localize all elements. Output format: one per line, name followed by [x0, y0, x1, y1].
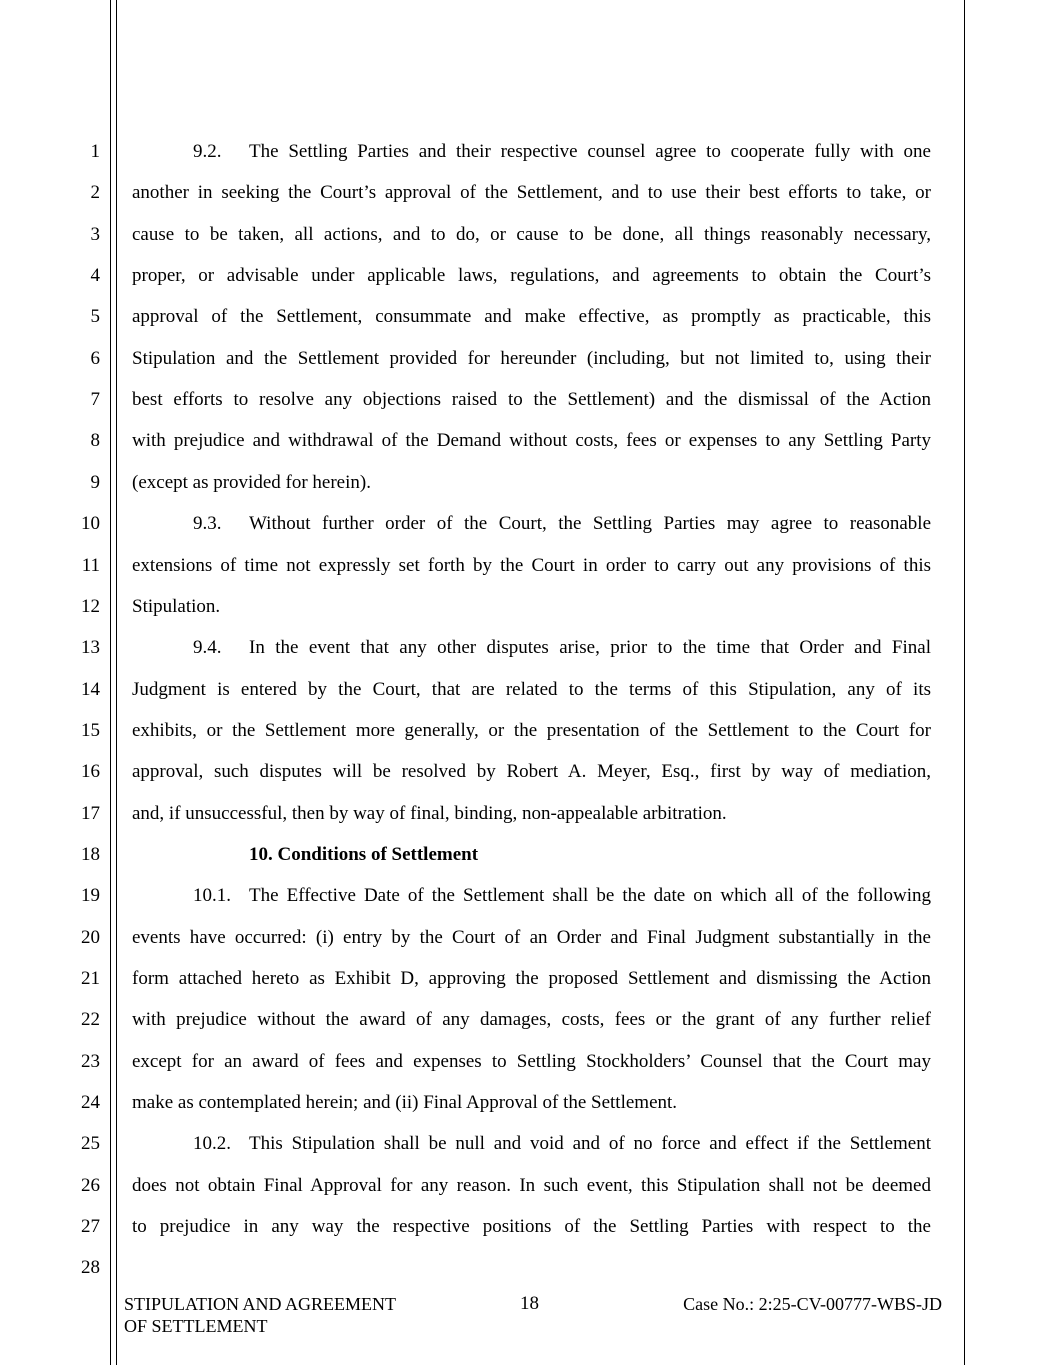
line-number: 3: [90, 223, 100, 245]
line-text: The Effective Date of the Settlement shall be the date on which all of the following: [249, 885, 931, 907]
line-text: form attached hereto as Exhibit D, approving the proposed Settlement and dismissing the Action: [132, 968, 931, 989]
line-text: with prejudice without the award of any damages, costs, fees or the grant of any further relief: [132, 1009, 931, 1031]
text-line: [132, 181, 931, 205]
text-line: [132, 636, 931, 660]
line-text: does not obtain Final Approval for any reason. In such event, this Stipulation shall not be deemed: [132, 1174, 931, 1196]
text-line: [132, 305, 931, 329]
line-text: exhibits, or the Settlement more generally, or the presentation of the Settlement to the Court for: [132, 719, 931, 741]
line-text: approval, such disputes will be resolved by Robert A. Meyer, Esq., first by way of mediation,: [132, 761, 931, 783]
text-line: [132, 554, 931, 578]
paragraph-number: 10.2.: [193, 1133, 231, 1155]
paragraph-number: 10.1.: [193, 885, 231, 907]
line-text: 10. Conditions of Settlement: [249, 843, 479, 865]
text-line: [132, 264, 931, 288]
line-number: 17: [81, 802, 100, 824]
line-number: 23: [81, 1050, 100, 1072]
line-number: 11: [81, 554, 100, 576]
line-number: 8: [90, 430, 100, 452]
text-line: [132, 140, 931, 164]
line-text: The Settling Parties and their respective counsel agree to cooperate fully with one: [249, 141, 931, 162]
text-line: [132, 1215, 931, 1239]
text-line: [132, 1008, 931, 1032]
line-text: another in seeking the Court’s approval of the Settlement, and to use their best efforts to take, or: [132, 182, 931, 204]
left-margin-rule-outer: [110, 0, 111, 1365]
line-number: 15: [81, 719, 100, 741]
footer-title: [124, 1293, 396, 1337]
footer-title-line2: OF SETTLEMENT: [124, 1316, 268, 1336]
text-line: [132, 1050, 931, 1074]
paragraph-number: 9.3.: [193, 513, 222, 535]
line-number: 6: [90, 347, 100, 369]
text-line: [132, 595, 931, 619]
text-line: [132, 1132, 931, 1156]
line-number: 24: [81, 1092, 100, 1114]
line-number: 16: [81, 761, 100, 783]
line-text: Without further order of the Court, the Settling Parties may agree to reasonable: [249, 513, 931, 535]
text-line: [132, 719, 931, 743]
line-number: 1: [90, 141, 100, 162]
text-line: [132, 223, 931, 247]
line-number: 19: [81, 885, 100, 907]
line-number: 5: [90, 306, 100, 328]
text-line: [132, 802, 931, 826]
text-line: [132, 1091, 931, 1115]
text-line: [132, 1174, 931, 1198]
line-number: 25: [81, 1133, 100, 1155]
text-line: [132, 760, 931, 784]
line-text: events have occurred: (i) entry by the Court of an Order and Final Judgment substantially in the: [132, 926, 931, 948]
line-number: 4: [90, 265, 100, 287]
line-text: to prejudice in any way the respective positions of the Settling Parties with respect to the: [132, 1216, 931, 1238]
line-number: 27: [81, 1216, 100, 1238]
text-line: [132, 967, 931, 991]
text-line: [132, 429, 931, 453]
right-margin-rule: [964, 0, 965, 1365]
section-heading: [132, 843, 931, 867]
line-text: with prejudice and withdrawal of the Demand without costs, fees or expenses to any Settling Party: [132, 430, 931, 452]
line-text: make as contemplated herein; and (ii) Final Approval of the Settlement.: [132, 1092, 678, 1114]
paragraph-number: 9.2.: [193, 141, 222, 162]
line-number: 10: [81, 513, 100, 535]
line-number: 21: [81, 968, 100, 989]
line-number: 20: [81, 926, 100, 948]
line-text: approval of the Settlement, consummate and make effective, as promptly as practicable, this: [132, 306, 931, 328]
page-number: 18: [520, 1293, 539, 1314]
line-text: In the event that any other disputes arise, prior to the time that Order and Final: [249, 637, 931, 659]
line-number: 22: [81, 1009, 100, 1031]
text-line: [132, 926, 931, 950]
text-line: [132, 678, 931, 702]
line-text: Stipulation.: [132, 595, 221, 617]
line-text: except for an award of fees and expenses to Settling Stockholders’ Counsel that the Court may: [132, 1050, 931, 1072]
line-number: 9: [90, 471, 100, 493]
footer-title-line1: STIPULATION AND AGREEMENT: [124, 1294, 396, 1314]
line-number: 13: [81, 637, 100, 659]
line-text: cause to be taken, all actions, and to do, or cause to be done, all things reasonably necessary,: [132, 223, 931, 245]
line-text: proper, or advisable under applicable laws, regulations, and agreements to obtain the Court’s: [132, 265, 931, 287]
case-number: Case No.: 2:25-CV-00777-WBS-JD: [683, 1294, 942, 1314]
text-line: [132, 388, 931, 412]
line-text: Stipulation and the Settlement provided for hereunder (including, but not limited to, using their: [132, 347, 931, 369]
line-number: 28: [81, 1257, 100, 1279]
text-line: [132, 512, 931, 536]
line-number: 7: [90, 389, 100, 411]
line-text: extensions of time not expressly set forth by the Court in order to carry out any provisions of this: [132, 554, 931, 576]
text-line: [132, 347, 931, 371]
line-number: 14: [81, 678, 100, 700]
paragraph-number: 9.4.: [193, 637, 222, 659]
line-number: 12: [81, 595, 100, 617]
left-margin-rule-inner: [116, 0, 117, 1365]
line-number: 2: [90, 182, 100, 204]
line-text: and, if unsuccessful, then by way of final, binding, non-appealable arbitration.: [132, 802, 727, 824]
line-text: Judgment is entered by the Court, that are related to the terms of this Stipulation, any of its: [132, 678, 931, 700]
line-number: 26: [81, 1174, 100, 1196]
line-text: This Stipulation shall be null and void and of no force and effect if the Settlement: [249, 1133, 931, 1155]
line-text: (except as provided for herein).: [132, 471, 371, 493]
text-line: [132, 884, 931, 908]
line-number: 18: [81, 843, 100, 865]
text-line: [132, 471, 931, 495]
line-text: best efforts to resolve any objections raised to the Settlement) and the dismissal of the Action: [132, 389, 931, 411]
